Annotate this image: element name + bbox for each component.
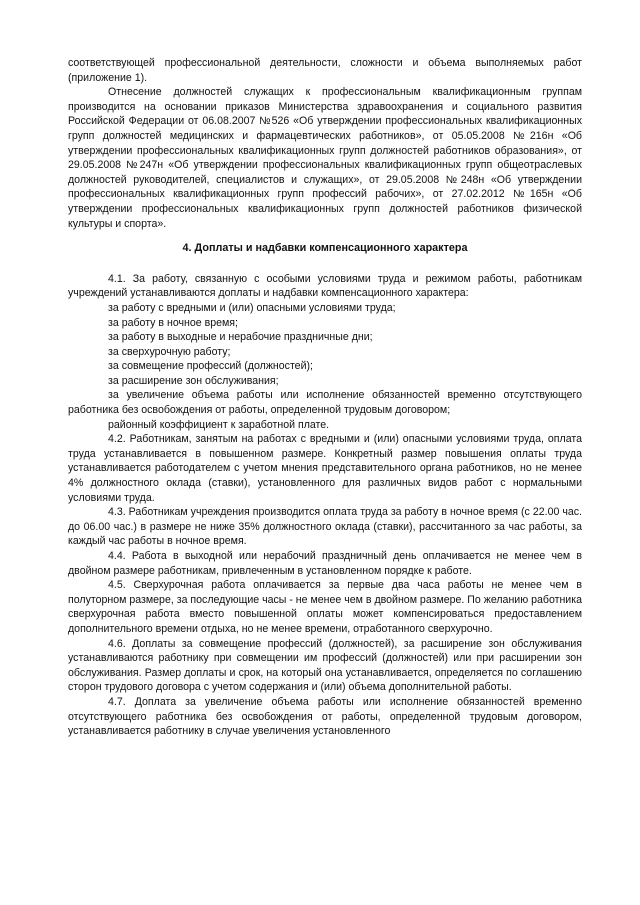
paragraph-4-3: 4.3. Работникам учреждения производится оплата труда за работу в ночное время (с 22.00 час. до 06.00 час.) в размере не ниже 35% должностного оклада (ставки), рассчитанного за час работы, за каждый час работы в ночное время. bbox=[68, 506, 582, 548]
paragraph-4-5: 4.5. Сверхурочная работа оплачивается за первые два часа работы не менее чем в полуторном размере, за последующие часы - не менее чем в двойном размере. По желанию работника сверхурочная работа вместо повышенной оплаты может компенсироваться предоставлением дополнительного времени отдыха, но не менее времени, отработанного сверхурочно. bbox=[68, 579, 582, 635]
list-item: за работу в выходные и нерабочие праздничные дни; bbox=[108, 331, 373, 344]
paragraph-4-2: 4.2. Работникам, занятым на работах с вредными и (или) опасными условиями труда, оплата труда устанавливается в повышенном размере. Конкретный размер повышения оплаты труда устанавливается работодателем с учетом мнения представительного органа работников, но не менее 4% должностного оклада (ставки), установленного для различных видов работ с нормальными условиями труда. bbox=[68, 433, 582, 504]
document-page bbox=[68, 56, 582, 739]
list-item: за сверхурочную работу; bbox=[108, 345, 231, 358]
list-item: за расширение зон обслуживания; bbox=[108, 374, 279, 387]
paragraph-top-2: Отнесение должностей служащих к профессиональным квалификационным группам производится на основании приказов Министерства здравоохранения и социального развития Российской Федерации от 06.08.2007 №526 «Об утверждении профессиональных квалификационных групп должностей медицинских и фармацевтических работников», от 05.05.2008 №216н «Об утверждении профессиональных квалификационных групп должностей работников образования», от 29.05.2008 №247н «Об утверждении профессиональных квалификационных групп общеотраслевых должностей руководителей, специалистов и служащих», от 29.05.2008 №248н «Об утверждении профессиональных квалификационных групп профессий рабочих», от 27.02.2012 №165н «Об утверждении профессиональных квалификационных групп должностей работников физической культуры и спорта». bbox=[68, 86, 582, 230]
paragraph-4-4: 4.4. Работа в выходной или нерабочий праздничный день оплачивается не менее чем в двойном размере работникам, привлеченным в установленном порядке к работе. bbox=[68, 550, 582, 577]
list-item: районный коэффициент к заработной плате. bbox=[108, 418, 330, 431]
list-item: за работу в ночное время; bbox=[108, 316, 238, 329]
list-item: за увеличение объема работы или исполнение обязанностей временно отсутствующего работника без освобождения от работы, определенной трудовым договором; bbox=[68, 389, 582, 417]
paragraph-4-1: 4.1. За работу, связанную с особыми условиями труда и режимом работы, работникам учреждений устанавливаются доплаты и надбавки компенсационного характера: bbox=[68, 272, 582, 300]
paragraph-4-7: 4.7. Доплата за увеличение объема работы или исполнение обязанностей временно отсутствующего работника без освобождения от работы, определенной трудовым договором, устанавливается работнику в случае увеличения установленного bbox=[68, 695, 582, 738]
section-heading: 4. Доплаты и надбавки компенсационного характера bbox=[182, 242, 468, 255]
list-item: за работу с вредными и (или) опасными условиями труда; bbox=[108, 301, 396, 314]
paragraph-4-6: 4.6. Доплаты за совмещение профессий (должностей), за расширение зон обслуживания устанавливаются работнику при совмещении им профессий (должностей) или при расширении зон обслуживания. Размер доплаты и срок, на который она устанавливается, определяется по соглашению сторон трудового договора с учетом содержания и (или) объема дополнительной работы. bbox=[68, 637, 582, 694]
paragraph-top-1: соответствующей профессиональной деятельности, сложности и объема выполняемых работ (приложение 1). bbox=[68, 57, 582, 84]
list-item: за совмещение профессий (должностей); bbox=[108, 360, 313, 373]
